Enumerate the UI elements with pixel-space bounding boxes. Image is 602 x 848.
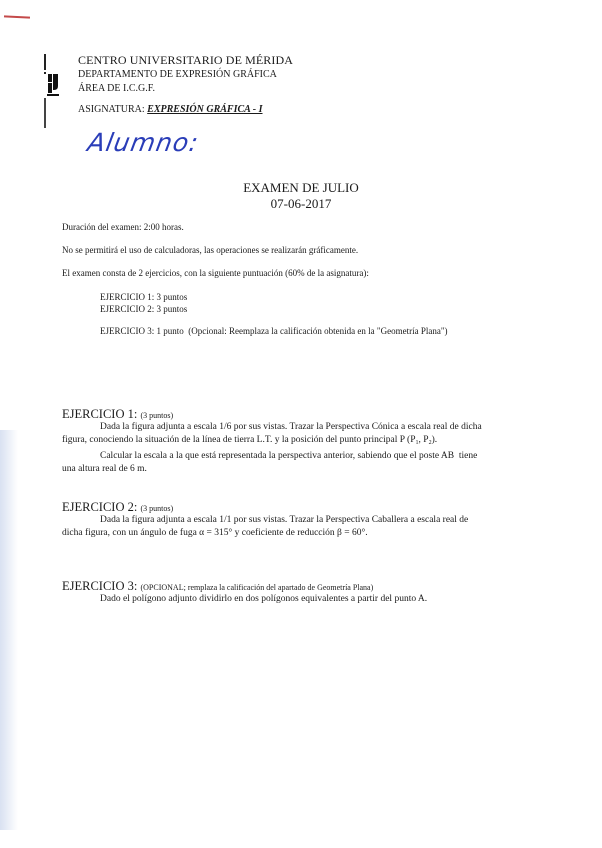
subject-name: EXPRESIÓN GRÁFICA - I — [147, 104, 263, 115]
exercise-2-points: (3 puntos) — [140, 504, 174, 513]
exam-date: 07-06-2017 — [270, 196, 332, 211]
department-name: DEPARTAMENTO DE EXPRESIÓN GRÁFICA — [78, 69, 277, 80]
exercise-3-line: Dado el polígono adjunto dividirlo en dos polígonos equivalentes a partir del punto A. — [100, 594, 428, 604]
duration-text: Duración del examen: 2:00 horas. — [62, 222, 184, 232]
composition-text: El examen consta de 2 ejercicios, con la siguiente puntuación (60% de la asignatura): — [62, 268, 369, 278]
exercise-1-title: EJERCICIO 1: — [62, 407, 138, 421]
exercise-2-line: Dada la figura adjunta a escala 1/1 por sus vistas. Trazar la Perspectiva Caballera a escala real de — [100, 515, 469, 525]
exercise-2-title: EJERCICIO 2: — [62, 500, 138, 514]
exercise-3-points: (OPCIONAL; remplaza la calificación del apartado de Geometría Plana) — [140, 583, 374, 592]
exercise-1-line-with-subscripts: figura, conociendo la situación de la línea de tierra L.T. y la posición del punto principal P ($P_1$, $P_2$). — [62, 435, 438, 446]
exercise-1-points: (3 puntos) — [140, 411, 174, 420]
score-item: EJERCICIO 1: 3 puntos — [100, 292, 188, 302]
area-name: ÁREA DE I.C.G.F. — [78, 83, 155, 94]
subject-line — [78, 104, 263, 115]
exercise-3-heading — [62, 579, 373, 594]
exercise-1-body — [62, 421, 562, 476]
exercise-1-line: una altura real de 6 m. — [62, 464, 147, 474]
student-handwritten-label: Alumno: — [85, 128, 202, 157]
scan-edge-shading — [0, 430, 18, 830]
exercise-1-line: Dada la figura adjunta a escala 1/6 por sus vistas. Trazar la Perspectiva Cónica a escala real de dicha — [100, 422, 482, 432]
subject-label: ASIGNATURA: — [78, 104, 145, 115]
exam-title: EXAMEN DE JULIO — [243, 180, 359, 195]
exercise-3-title: EJERCICIO 3: — [62, 579, 138, 593]
score-item: EJERCICIO 2: 3 puntos — [100, 304, 188, 314]
university-logo-icon — [44, 54, 60, 130]
exercise-1-heading — [62, 407, 173, 422]
exercise-3-body — [62, 593, 562, 606]
score-item: EJERCICIO 3: 1 punto (Opcional: Reemplaza la calificación obtenida en la "Geometría Plana") — [100, 326, 448, 336]
institution-name: CENTRO UNIVERSITARIO DE MÉRIDA — [78, 53, 294, 67]
red-pen-mark — [4, 15, 30, 18]
exercise-1-line: Calcular la escala a la que está representada la perspectiva anterior, sabiendo que el poste AB tiene — [100, 451, 478, 461]
exercise-2-heading — [62, 500, 173, 515]
exercise-2-line: dicha figura, con un ángulo de fuga α = 315° y coeficiente de reducción β = 60°. — [62, 528, 368, 538]
exercise-2-body — [62, 514, 562, 540]
calculators-text: No se permitirá el uso de calculadoras, las operaciones se realizarán gráficamente. — [62, 245, 359, 255]
